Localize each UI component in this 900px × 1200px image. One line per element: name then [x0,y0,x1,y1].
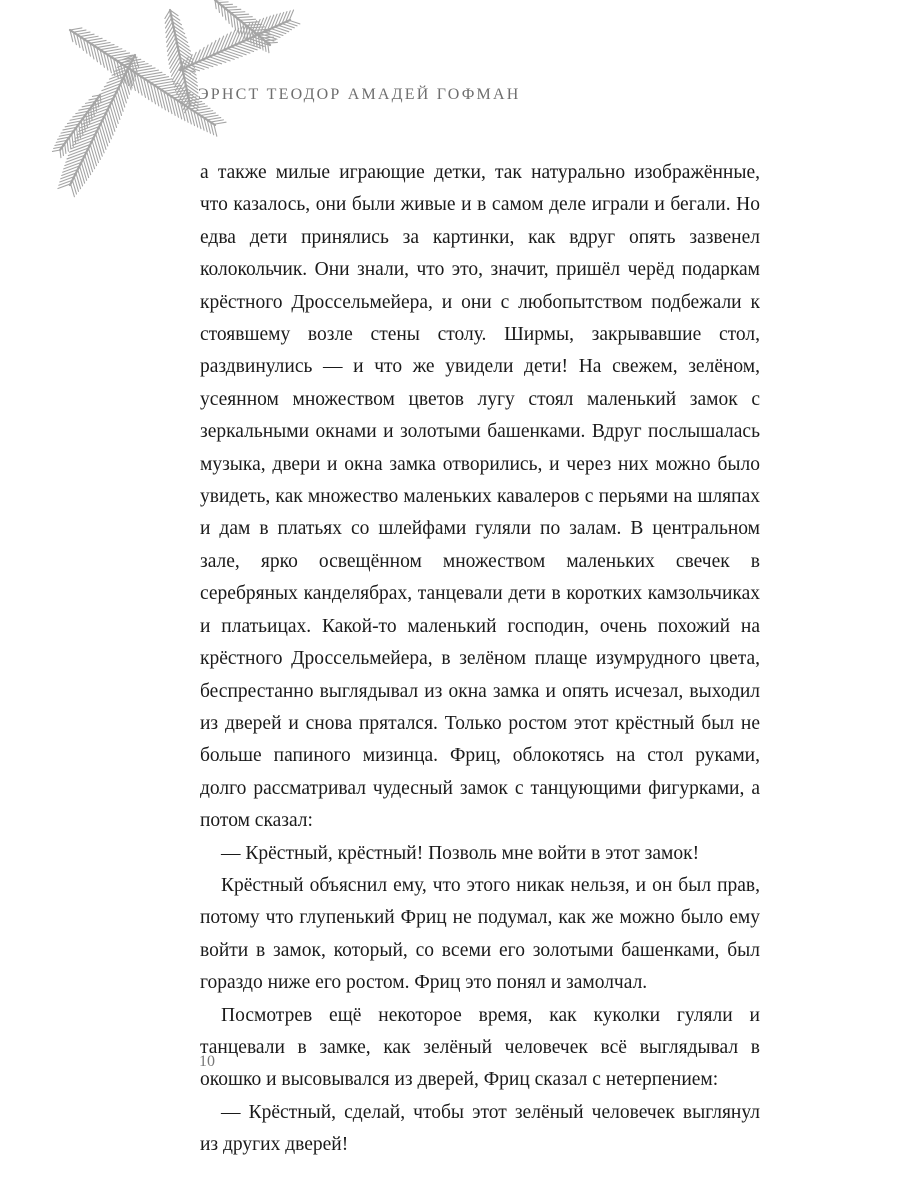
paragraph: — Крёстный, крёстный! Позволь мне войти в этот замок! [221,842,700,864]
paragraph: — Крёстный, сделай, чтобы этот зелёный человечек выглянул из других дверей! [200,1101,760,1156]
paragraph: Посмотрев ещё некоторое время, как куколки гуляли и танцевали в замке, как зелёный человечек всё выглядывал в окошко и высовывался из дверей, Фриц сказал с нетерпением: [200,1004,760,1091]
author-running-head: ЭРНСТ ТЕОДОР АМАДЕЙ ГОФМАН [198,86,521,103]
paragraph: Крёстный объяснил ему, что этого никак нельзя, и он был прав, потому что глупенький Фриц не подумал, как же можно было ему войти в замок, который, со всеми его золотыми башенками, был гораздо ниже его ростом. Фриц это понял и замолчал. [200,874,760,994]
body-text [200,157,760,1162]
paragraph: а также милые играющие детки, так натурально изображённые, что казалось, они были живые и в самом деле играли и бегали. Но едва дети принялись за картинки, как вдруг опять зазвенел колокольчик. Они знали, что это, значит, пришёл черёд подаркам крёстного Дроссельмейера, и они с любопытством подбежали к стоявшему возле стены столу. Ширмы, закрывавшие стол, раздвинулись — и что же увидели дети! На свежем, зелёном, усеянном множеством цветов лугу стоял маленький замок с зеркальными окнами и золотыми башенками. Вдруг послышалась музыка, двери и окна замка отворились, и через них можно было увидеть, как множество маленьких кавалеров с перьями на шляпах и дам в платьях со шлейфами гуляли по залам. В центральном зале, ярко освещённом множеством маленьких свечек в серебряных канделябрах, танцевали дети в коротких камзольчиках и платьицах. Какой-то маленький господин, очень похожий на крёстного Дроссельмейера, в зелёном плаще изумрудного цвета, беспрестанно выглядывал из окна замка и опять исчезал, выходил из дверей и снова прятался. Только ростом этот крёстный был не больше папиного мизинца. Фриц, облокотясь на стол руками, долго рассматривал чудесный замок с танцующими фигурками, а потом сказал: [200,162,760,832]
page-number: 10 [199,1053,215,1070]
